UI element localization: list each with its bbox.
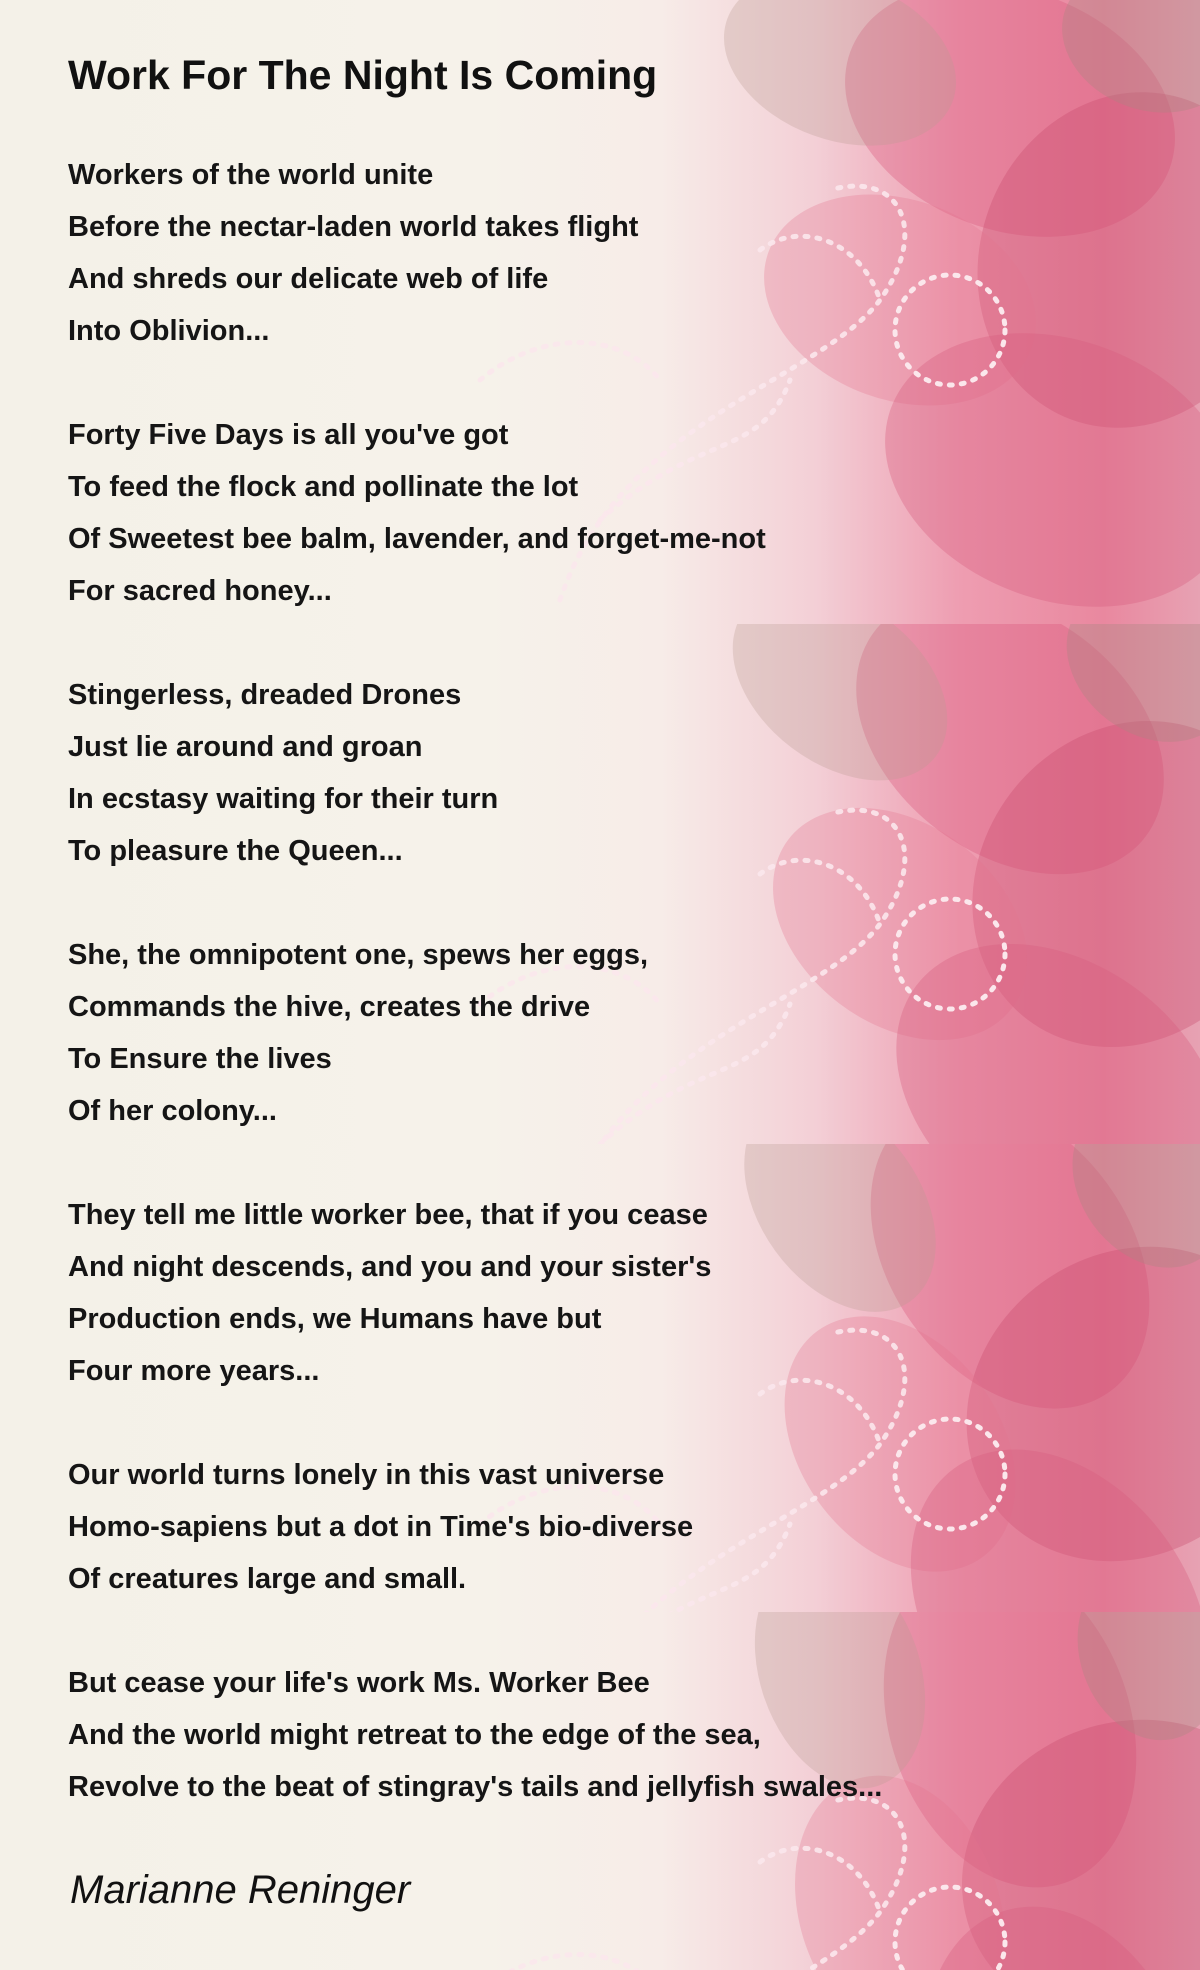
- stanza-3: [68, 669, 1168, 877]
- poem-line: Workers of the world unite: [68, 159, 434, 191]
- poem-line: She, the omnipotent one, spews her eggs,: [68, 939, 649, 971]
- poem-body: [68, 149, 1168, 1865]
- poem-line: Into Oblivion...: [68, 315, 270, 347]
- poem-line: To Ensure the lives: [68, 1043, 332, 1075]
- stanza-6: [68, 1449, 1168, 1605]
- poem-line: Forty Five Days is all you've got: [68, 419, 509, 451]
- poem-line: To feed the flock and pollinate the lot: [68, 471, 579, 503]
- poem-line: To pleasure the Queen...: [68, 835, 403, 867]
- poem-line: And the world might retreat to the edge of the sea,: [68, 1719, 761, 1751]
- poem-line: Of Sweetest bee balm, lavender, and forget-me-not: [68, 523, 766, 555]
- poem-line: Of creatures large and small.: [68, 1563, 467, 1595]
- poem-line: Just lie around and groan: [68, 731, 423, 763]
- stanza-7: [68, 1657, 1168, 1813]
- poem-title: Work For The Night Is Coming: [68, 52, 658, 98]
- poem-line: Production ends, we Humans have but: [68, 1303, 602, 1335]
- stanza-1: [68, 149, 1168, 357]
- poem-line: In ecstasy waiting for their turn: [68, 783, 499, 815]
- poem-line: And night descends, and you and your sister's: [68, 1251, 712, 1283]
- author-signature: Marianne Reninger: [70, 1868, 411, 1912]
- poem-line: They tell me little worker bee, that if you cease: [68, 1199, 708, 1231]
- poem-line: And shreds our delicate web of life: [68, 263, 549, 295]
- poem-line: Our world turns lonely in this vast universe: [68, 1459, 665, 1491]
- poem-line: Stingerless, dreaded Drones: [68, 679, 462, 711]
- stanza-2: [68, 409, 1168, 617]
- poem-line: Commands the hive, creates the drive: [68, 991, 591, 1023]
- poem-line: Revolve to the beat of stingray's tails and jellyfish swales...: [68, 1771, 883, 1803]
- poem-line: For sacred honey...: [68, 575, 332, 607]
- stanza-4: [68, 929, 1168, 1137]
- stanza-5: [68, 1189, 1168, 1397]
- poem-line: Four more years...: [68, 1355, 320, 1387]
- poem-line: Homo-sapiens but a dot in Time's bio-diverse: [68, 1511, 694, 1543]
- poem-line: Of her colony...: [68, 1095, 277, 1127]
- poem-line: Before the nectar-laden world takes flight: [68, 211, 639, 243]
- poem-line: But cease your life's work Ms. Worker Bee: [68, 1667, 650, 1699]
